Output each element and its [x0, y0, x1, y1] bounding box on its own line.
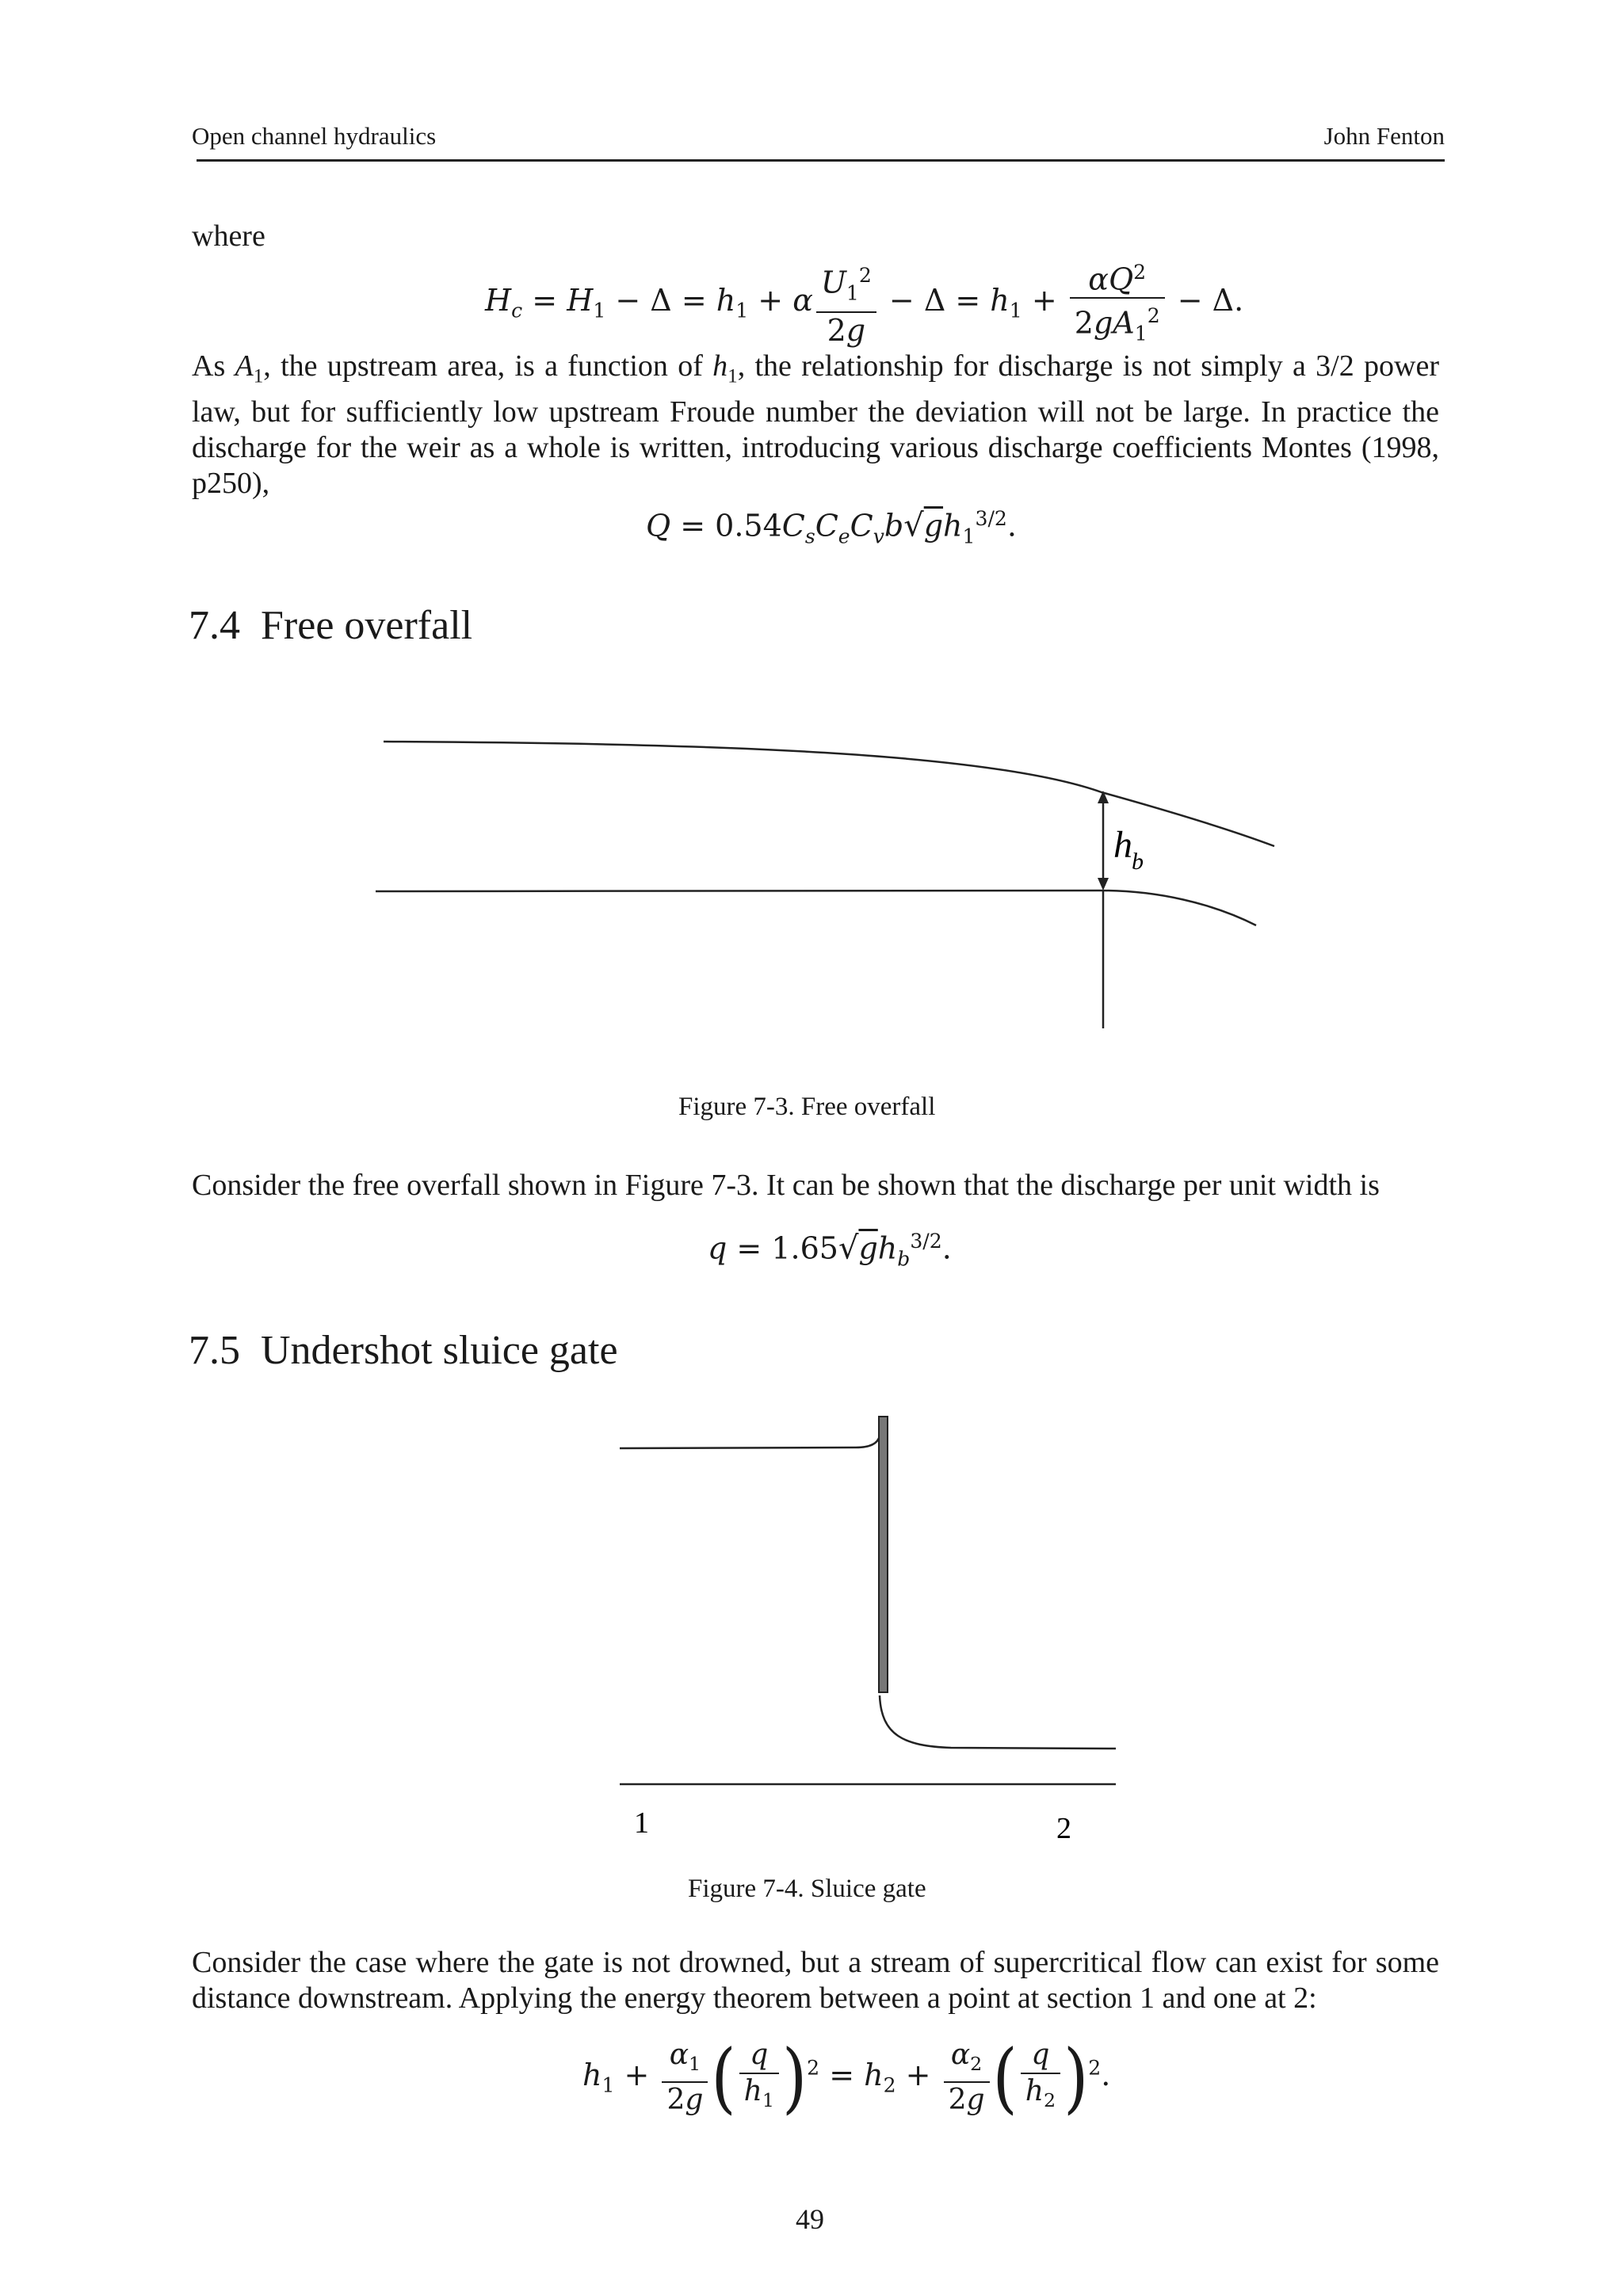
upstream-surface-line [620, 1436, 880, 1448]
equation-weir-discharge: $Q = 0.54C_sC_eC_vb√gh_1^{3/2}$. [646, 507, 1017, 548]
brink-depth-label: h [1113, 824, 1132, 866]
downstream-jet-line [880, 1695, 1116, 1749]
paragraph-sluice-gate: Consider the case where the gate is not drowned, but a stream of supercritical flow can exist for some distance downstream. Applying the energy theorem between a point at section 1 and one at 2: [192, 1946, 1439, 2015]
running-header-title: Open channel hydraulics [192, 122, 437, 150]
arrow-head-down [1098, 878, 1109, 891]
figure-7-4-caption: Figure 7-4. Sluice gate [688, 1875, 926, 1903]
arrow-head-up [1098, 791, 1109, 803]
page-number: 49 [796, 2203, 824, 2235]
section-2-label: 2 [1056, 1812, 1071, 1845]
section-1-label: 1 [634, 1806, 649, 1840]
equation-overfall-discharge: $q = 1.65√gh_b^{3/2}$. [708, 1230, 952, 1271]
section-heading-7-4: 7.4 Free overfall [189, 603, 473, 648]
free-surface-line [384, 742, 1274, 846]
where-text: where [192, 219, 265, 253]
brink-depth-subscript: b [1132, 849, 1144, 875]
channel-bed-line [376, 891, 1256, 925]
equation-energy: $h_1$ + $\frac{\alpha_1}{2g}$ ( $\frac{q}{h_1}$ )$^2 = h_2$ + $\frac{\alpha_2}{2g}$ ( $\frac{q}{h_2}$ )$^2$. [582, 2033, 1111, 2122]
section-heading-7-5: 7.5 Undershot sluice gate [189, 1328, 618, 1373]
equation-hc: $H_c = H_1 - \Delta = h_1 + \alpha$ $\frac{U_1^2}{2g}$ − $\Delta = h_1$ + $\frac{\alpha Q^2}{2gA_1^2}$ − Δ. [485, 255, 1243, 351]
paragraph-overfall: Consider the free overfall shown in Figure 7-3. It can be shown that the discharge per unit width is [192, 1169, 1380, 1202]
paragraph-discharge: As $A_1$, the upstream area, is a function of $h_1$, the relationship for discharge is not simply a 3/2 power law, but for sufficiently low upstream Froude number the deviation will not be large. In practice the discharge for the weir as a whole is written, introducing various discharge coefficients Montes (1998, p250), [192, 349, 1439, 500]
sluice-gate [879, 1417, 888, 1692]
figure-7-3-caption: Figure 7-3. Free overfall [678, 1093, 936, 1121]
running-header-author: John Fenton [1323, 122, 1445, 150]
